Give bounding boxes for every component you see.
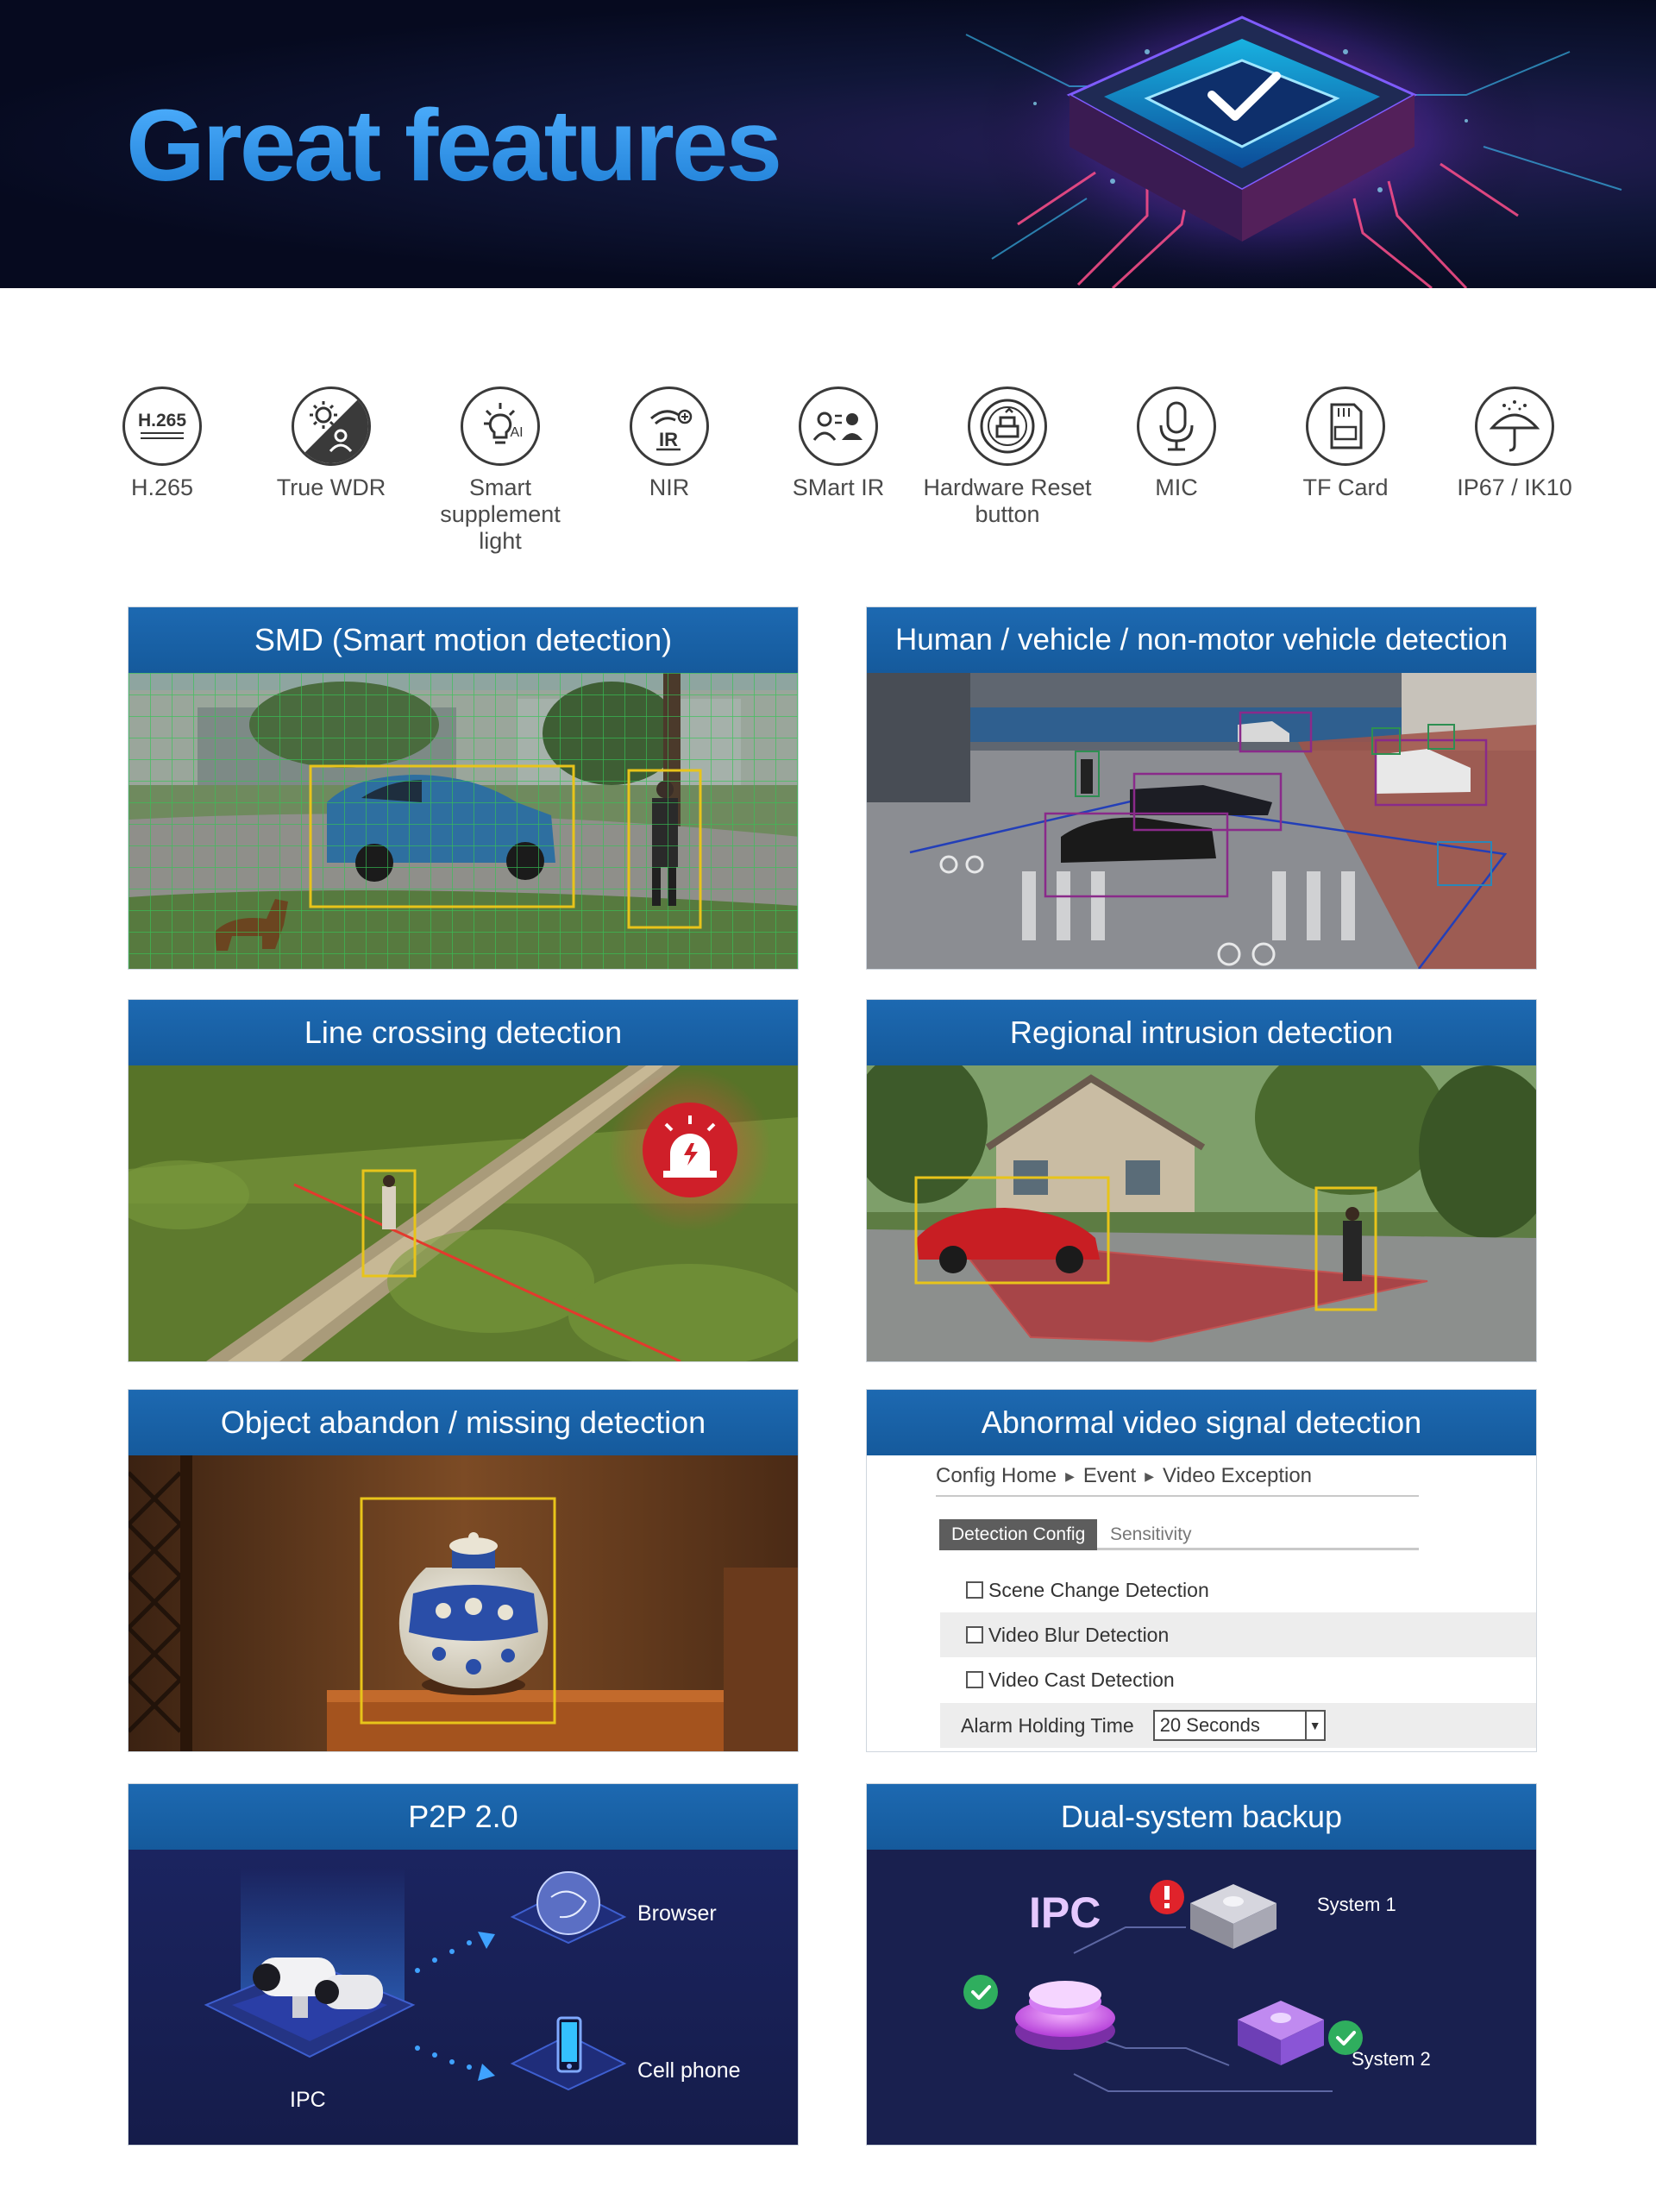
umbrella-icon <box>1475 386 1554 466</box>
smart-ir-icon <box>799 386 878 466</box>
nir-icon <box>630 386 709 466</box>
true-wdr-icon <box>292 386 371 466</box>
feature-label: Hardware Reset button <box>923 474 1092 527</box>
scene-change-checkbox[interactable] <box>966 1581 983 1599</box>
panel-line-crossing <box>128 999 799 1362</box>
smart-light-icon <box>461 386 540 466</box>
feature-reset-button <box>923 386 1092 528</box>
panel-object-abandon <box>128 1389 799 1752</box>
video-blur-checkbox[interactable] <box>966 1626 983 1643</box>
breadcrumb-event[interactable]: Event <box>1082 1464 1137 1487</box>
ipc-label: IPC <box>290 2088 326 2112</box>
tab-detection-config[interactable]: Detection Config <box>939 1519 1097 1550</box>
option-row <box>940 1568 1536 1612</box>
breadcrumb-config-home[interactable]: Config Home <box>936 1464 1057 1487</box>
feature-label: NIR <box>649 474 690 500</box>
panel-abnormal-video <box>866 1389 1537 1752</box>
feature-ip67-ik10 <box>1430 386 1599 501</box>
video-exception-settings <box>867 1455 1536 1751</box>
breadcrumb-video-exception[interactable]: Video Exception <box>1163 1464 1313 1487</box>
cellphone-label: Cell phone <box>637 2058 741 2083</box>
hero-banner <box>0 0 1656 288</box>
tf-card-icon <box>1306 386 1385 466</box>
panel-title: Abnormal video signal detection <box>867 1390 1536 1455</box>
check-icon <box>963 1975 998 2009</box>
tab-sensitivity[interactable]: Sensitivity <box>1110 1524 1192 1544</box>
feature-smart-ir <box>754 386 923 501</box>
chevron-right-icon: ▶ <box>1065 1469 1075 1484</box>
feature-icon-row <box>78 386 1578 554</box>
page-title: Great features <box>126 89 781 203</box>
browser-label: Browser <box>637 1901 717 1926</box>
alarm-holding-select[interactable] <box>1153 1710 1326 1741</box>
feature-h265 <box>78 386 247 501</box>
panel-title: Line crossing detection <box>129 1000 798 1065</box>
mic-icon <box>1137 386 1216 466</box>
feature-mic <box>1092 386 1261 501</box>
feature-smart-light <box>416 386 585 555</box>
panel-human-vehicle <box>866 606 1537 970</box>
alarm-holding-value: 20 Seconds <box>1159 1714 1260 1736</box>
feature-label: IP67 / IK10 <box>1457 474 1572 500</box>
h265-icon <box>122 386 202 466</box>
panel-dual-system <box>866 1783 1537 2146</box>
panel-title: Human / vehicle / non-motor vehicle detection <box>867 607 1536 673</box>
smd-scene-image <box>129 673 798 969</box>
panel-p2p <box>128 1783 799 2146</box>
residential-scene-image <box>867 1065 1536 1361</box>
p2p-diagram <box>129 1850 798 2145</box>
tab-bar <box>939 1516 1419 1550</box>
feature-label: True WDR <box>276 474 386 500</box>
feature-label: SMart IR <box>792 474 885 500</box>
panel-title: Dual-system backup <box>867 1784 1536 1850</box>
option-label: Video Blur Detection <box>988 1623 1170 1646</box>
panel-regional-intrusion <box>866 999 1537 1362</box>
system2-label: System 2 <box>1352 2048 1431 2070</box>
video-cast-checkbox[interactable] <box>966 1671 983 1688</box>
ipc-label: IPC <box>1029 1888 1101 1937</box>
feature-label: H.265 <box>130 474 194 500</box>
panel-title: Regional intrusion detection <box>867 1000 1536 1065</box>
dual-system-diagram <box>867 1850 1536 2145</box>
chevron-right-icon: ▶ <box>1145 1469 1154 1484</box>
vase-scene-image <box>129 1455 798 1751</box>
panel-title: SMD (Smart motion detection) <box>129 607 798 673</box>
feature-label: TF Card <box>1302 474 1389 500</box>
feature-label: MIC <box>1155 474 1198 500</box>
option-row <box>940 1612 1536 1657</box>
feature-tf-card <box>1261 386 1430 501</box>
reset-button-icon <box>968 386 1047 466</box>
panel-title: P2P 2.0 <box>129 1784 798 1850</box>
breadcrumb <box>936 1464 1419 1497</box>
feature-nir <box>585 386 754 501</box>
system1-label: System 1 <box>1317 1894 1396 1915</box>
panel-title: Object abandon / missing detection <box>129 1390 798 1455</box>
option-label: Video Cast Detection <box>988 1668 1175 1691</box>
alarm-row <box>940 1703 1536 1748</box>
feature-label: Smart supplement light <box>440 474 561 554</box>
feature-true-wdr <box>247 386 416 501</box>
chevron-down-icon[interactable]: ▼ <box>1305 1712 1324 1739</box>
svg-text:IR: IR <box>659 429 678 450</box>
svg-text:H.265: H.265 <box>137 411 187 430</box>
traffic-scene-image <box>867 673 1536 969</box>
alarm-holding-label: Alarm Holding Time <box>961 1713 1134 1737</box>
option-row <box>940 1657 1536 1702</box>
option-label: Scene Change Detection <box>988 1578 1209 1601</box>
panel-smd <box>128 606 799 970</box>
alert-icon <box>1150 1880 1184 1914</box>
field-scene-image <box>129 1065 798 1361</box>
svg-text:AI: AI <box>510 425 524 440</box>
